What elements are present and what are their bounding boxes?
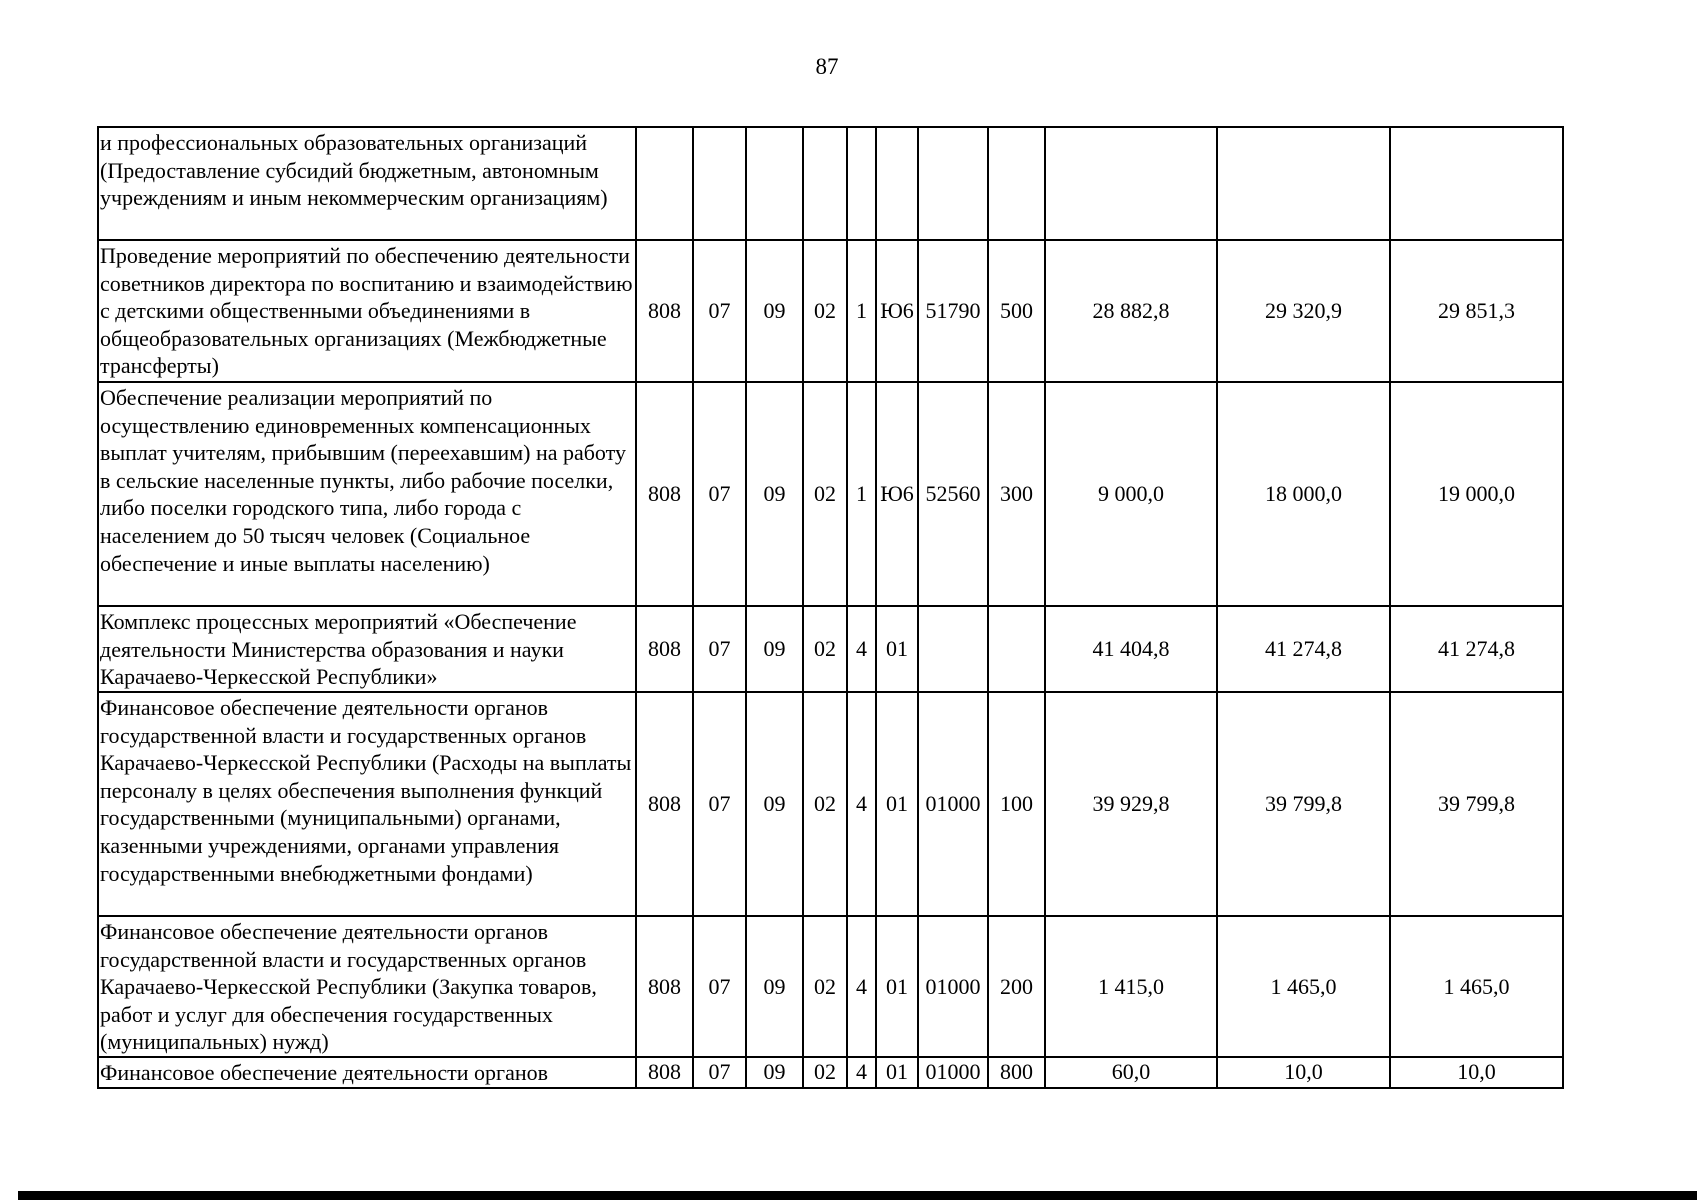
event-code-cell: 01 (876, 606, 918, 692)
event-code-cell: Ю6 (876, 382, 918, 606)
subprogram-code-cell: 1 (847, 382, 876, 606)
amount-year1-cell: 41 404,8 (1045, 606, 1217, 692)
subprogram-code-cell (847, 127, 876, 240)
grbs-code-cell: 808 (636, 1057, 693, 1088)
table-body (98, 127, 1563, 1088)
subprogram-code-cell: 4 (847, 692, 876, 916)
subsection-code-cell: 09 (746, 692, 803, 916)
program-code-cell: 02 (803, 240, 847, 382)
subsection-code-cell: 09 (746, 606, 803, 692)
amount-year3-cell: 41 274,8 (1390, 606, 1563, 692)
desc-cell: Комплекс процессных мероприятий «Обеспечение деятельности Министерства образования и науки Карачаево-Черкесской Республики» (98, 606, 636, 692)
desc-cell: Проведение мероприятий по обеспечению деятельности советников директора по воспитанию и взаимодействию с детскими общественными объединениями в общеобразовательных организациях (Межбюджетные трансферты) (98, 240, 636, 382)
subsection-code-cell: 09 (746, 382, 803, 606)
desc-cell: Обеспечение реализации мероприятий по осуществлению единовременных компенсационных выплат учителям, прибывшим (переехавшим) на работу в сельские населенные пункты, либо рабочие поселки, либо поселки городского типа, либо города с населением до 50 тысяч человек (Социальное обеспечение и иные выплаты населению) (98, 382, 636, 606)
amount-year3-cell: 39 799,8 (1390, 692, 1563, 916)
amount-year2-cell (1217, 127, 1390, 240)
direction-code-cell (918, 127, 988, 240)
section-code-cell: 07 (693, 382, 746, 606)
grbs-code-cell: 808 (636, 240, 693, 382)
amount-year3-cell: 29 851,3 (1390, 240, 1563, 382)
desc-cell: Финансовое обеспечение деятельности органов (98, 1057, 636, 1088)
budget-table (97, 126, 1564, 1089)
amount-year2-cell: 1 465,0 (1217, 916, 1390, 1057)
amount-year2-cell: 39 799,8 (1217, 692, 1390, 916)
amount-year1-cell: 60,0 (1045, 1057, 1217, 1088)
program-code-cell: 02 (803, 916, 847, 1057)
table-row (98, 382, 1563, 606)
direction-code-cell: 01000 (918, 916, 988, 1057)
subsection-code-cell: 09 (746, 1057, 803, 1088)
event-code-cell: 01 (876, 692, 918, 916)
program-code-cell: 02 (803, 692, 847, 916)
table-row (98, 127, 1563, 240)
grbs-code-cell (636, 127, 693, 240)
table-row (98, 606, 1563, 692)
section-code-cell: 07 (693, 916, 746, 1057)
event-code-cell: 01 (876, 1057, 918, 1088)
section-code-cell: 07 (693, 1057, 746, 1088)
program-code-cell: 02 (803, 382, 847, 606)
table-row (98, 240, 1563, 382)
expense-type-cell (988, 127, 1045, 240)
amount-year1-cell: 1 415,0 (1045, 916, 1217, 1057)
table-row (98, 692, 1563, 916)
expense-type-cell: 500 (988, 240, 1045, 382)
subprogram-code-cell: 4 (847, 916, 876, 1057)
subsection-code-cell: 09 (746, 916, 803, 1057)
event-code-cell: 01 (876, 916, 918, 1057)
amount-year1-cell: 9 000,0 (1045, 382, 1217, 606)
amount-year2-cell: 29 320,9 (1217, 240, 1390, 382)
grbs-code-cell: 808 (636, 916, 693, 1057)
amount-year3-cell (1390, 127, 1563, 240)
section-code-cell: 07 (693, 606, 746, 692)
subprogram-code-cell: 4 (847, 606, 876, 692)
subprogram-code-cell: 4 (847, 1057, 876, 1088)
table-row (98, 1057, 1563, 1088)
grbs-code-cell: 808 (636, 382, 693, 606)
program-code-cell: 02 (803, 606, 847, 692)
amount-year3-cell: 1 465,0 (1390, 916, 1563, 1057)
page-number: 87 (815, 54, 839, 79)
expense-type-cell: 300 (988, 382, 1045, 606)
grbs-code-cell: 808 (636, 606, 693, 692)
amount-year1-cell: 28 882,8 (1045, 240, 1217, 382)
scan-edge-bar (18, 1191, 1697, 1200)
section-code-cell: 07 (693, 692, 746, 916)
direction-code-cell: 51790 (918, 240, 988, 382)
amount-year3-cell: 10,0 (1390, 1057, 1563, 1088)
subsection-code-cell (746, 127, 803, 240)
amount-year2-cell: 41 274,8 (1217, 606, 1390, 692)
expense-type-cell (988, 606, 1045, 692)
event-code-cell: Ю6 (876, 240, 918, 382)
subsection-code-cell: 09 (746, 240, 803, 382)
amount-year2-cell: 18 000,0 (1217, 382, 1390, 606)
table-row (98, 916, 1563, 1057)
section-code-cell (693, 127, 746, 240)
desc-cell: и профессиональных образовательных организаций (Предоставление субсидий бюджетным, автономным учреждениям и иным некоммерческим организациям) (98, 127, 636, 240)
amount-year1-cell: 39 929,8 (1045, 692, 1217, 916)
amount-year2-cell: 10,0 (1217, 1057, 1390, 1088)
grbs-code-cell: 808 (636, 692, 693, 916)
direction-code-cell (918, 606, 988, 692)
expense-type-cell: 100 (988, 692, 1045, 916)
amount-year1-cell (1045, 127, 1217, 240)
desc-cell: Финансовое обеспечение деятельности органов государственной власти и государственных органов Карачаево-Черкесской Республики (Расходы на выплаты персоналу в целях обеспечения выполнения функций государственными (муниципальными) органами, казенными учреждениями, органами управления государственными внебюджетными фондами) (98, 692, 636, 916)
expense-type-cell: 200 (988, 916, 1045, 1057)
direction-code-cell: 01000 (918, 692, 988, 916)
event-code-cell (876, 127, 918, 240)
desc-cell: Финансовое обеспечение деятельности органов государственной власти и государственных органов Карачаево-Черкесской Республики (Закупка товаров, работ и услуг для обеспечения государственных (муниципальных) нужд) (98, 916, 636, 1057)
direction-code-cell: 52560 (918, 382, 988, 606)
direction-code-cell: 01000 (918, 1057, 988, 1088)
program-code-cell: 02 (803, 1057, 847, 1088)
program-code-cell (803, 127, 847, 240)
amount-year3-cell: 19 000,0 (1390, 382, 1563, 606)
subprogram-code-cell: 1 (847, 240, 876, 382)
section-code-cell: 07 (693, 240, 746, 382)
expense-type-cell: 800 (988, 1057, 1045, 1088)
